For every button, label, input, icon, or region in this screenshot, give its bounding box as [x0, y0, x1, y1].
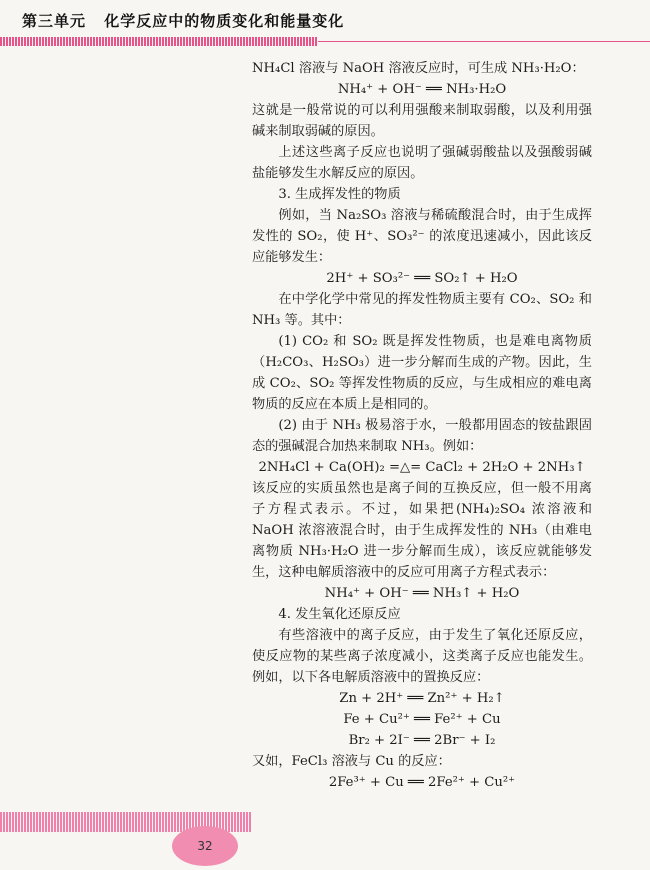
- page-number: 32: [197, 839, 213, 853]
- header-title: [22, 10, 344, 31]
- equation: Br₂ + 2I⁻ ══ 2Br⁻ + I₂: [348, 733, 496, 748]
- paragraph: (1) CO₂ 和 SO₂ 既是挥发性物质，也是难电离物质（H₂CO₃、H₂SO₃）进一步分解而生成的产物。因此，生成 CO₂、SO₂ 等挥发性物质的反应，与生成相应的难电离物质的反应在本质上是相同的。: [252, 334, 592, 412]
- section-heading: 4. 发生氧化还原反应: [278, 607, 401, 622]
- header-rule: [318, 41, 650, 42]
- paragraph: 在中学化学中常见的挥发性物质主要有 CO₂、SO₂ 和 NH₃ 等。其中：: [252, 292, 592, 328]
- paragraph: 这就是一般常说的可以利用强酸来制取弱酸，以及利用强碱来制取弱碱的原因。: [252, 103, 592, 139]
- equation: 2Fe³⁺ + Cu ══ 2Fe²⁺ + Cu²⁺: [328, 775, 516, 790]
- chapter-title: 化学反应中的物质变化和能量变化: [104, 12, 345, 30]
- unit-label: 第三单元: [22, 12, 87, 30]
- page-header: [0, 0, 650, 48]
- equation: NH₄⁺ + OH⁻ ══ NH₃↑ + H₂O: [324, 586, 520, 601]
- equation: 2H⁺ + SO₃²⁻ ══ SO₂↑ + H₂O: [326, 271, 518, 286]
- paragraph: (2) 由于 NH₃ 极易溶于水，一般都用固态的铵盐跟固态的强碱混合加热来制取 NH₃。例如：: [252, 418, 592, 454]
- paragraph: 例如，当 Na₂SO₃ 溶液与稀硫酸混合时，由于生成挥发性的 SO₂，使 H⁺、SO₃²⁻ 的浓度迅速减小，因此该反应能够发生：: [252, 208, 592, 265]
- equation: Zn + 2H⁺ ══ Zn²⁺ + H₂↑: [339, 691, 505, 706]
- paragraph: 有些溶液中的离子反应，由于发生了氧化还原反应，使反应物的某些离子浓度减小，这类离子反应也能发生。例如，以下各电解质溶液中的置换反应：: [252, 628, 592, 685]
- page-number-badge: [172, 826, 238, 866]
- equation: NH₄⁺ + OH⁻ ══ NH₃·H₂O: [337, 82, 507, 97]
- paragraph: 上述这些离子反应也说明了强碱弱酸盐以及强酸弱碱盐能够发生水解反应的原因。: [252, 145, 592, 181]
- equation: Fe + Cu²⁺ ══ Fe²⁺ + Cu: [343, 712, 501, 727]
- equation: 2NH₄Cl + Ca(OH)₂ =△= CaCl₂ + 2H₂O + 2NH₃↑: [258, 460, 586, 475]
- section-heading: 3. 生成挥发性的物质: [278, 187, 401, 202]
- paragraph: NH₄Cl 溶液与 NaOH 溶液反应时，可生成 NH₃·H₂O：: [252, 61, 585, 76]
- header-stripe-decoration: [0, 37, 318, 46]
- page-body: [252, 58, 592, 793]
- paragraph: 又如，FeCl₃ 溶液与 Cu 的反应：: [252, 754, 451, 769]
- paragraph: 该反应的实质虽然也是离子间的互换反应，但一般不用离子方程式表示。不过，如果把(NH₄)₂SO₄ 浓溶液和 NaOH 浓溶液混合时，由于生成挥发性的 NH₃（由难电离物质 NH₃·H₂O 进一步分解而生成），该反应就能够发生，这种电解质溶液中的反应可用离子方程式表示：: [252, 481, 592, 580]
